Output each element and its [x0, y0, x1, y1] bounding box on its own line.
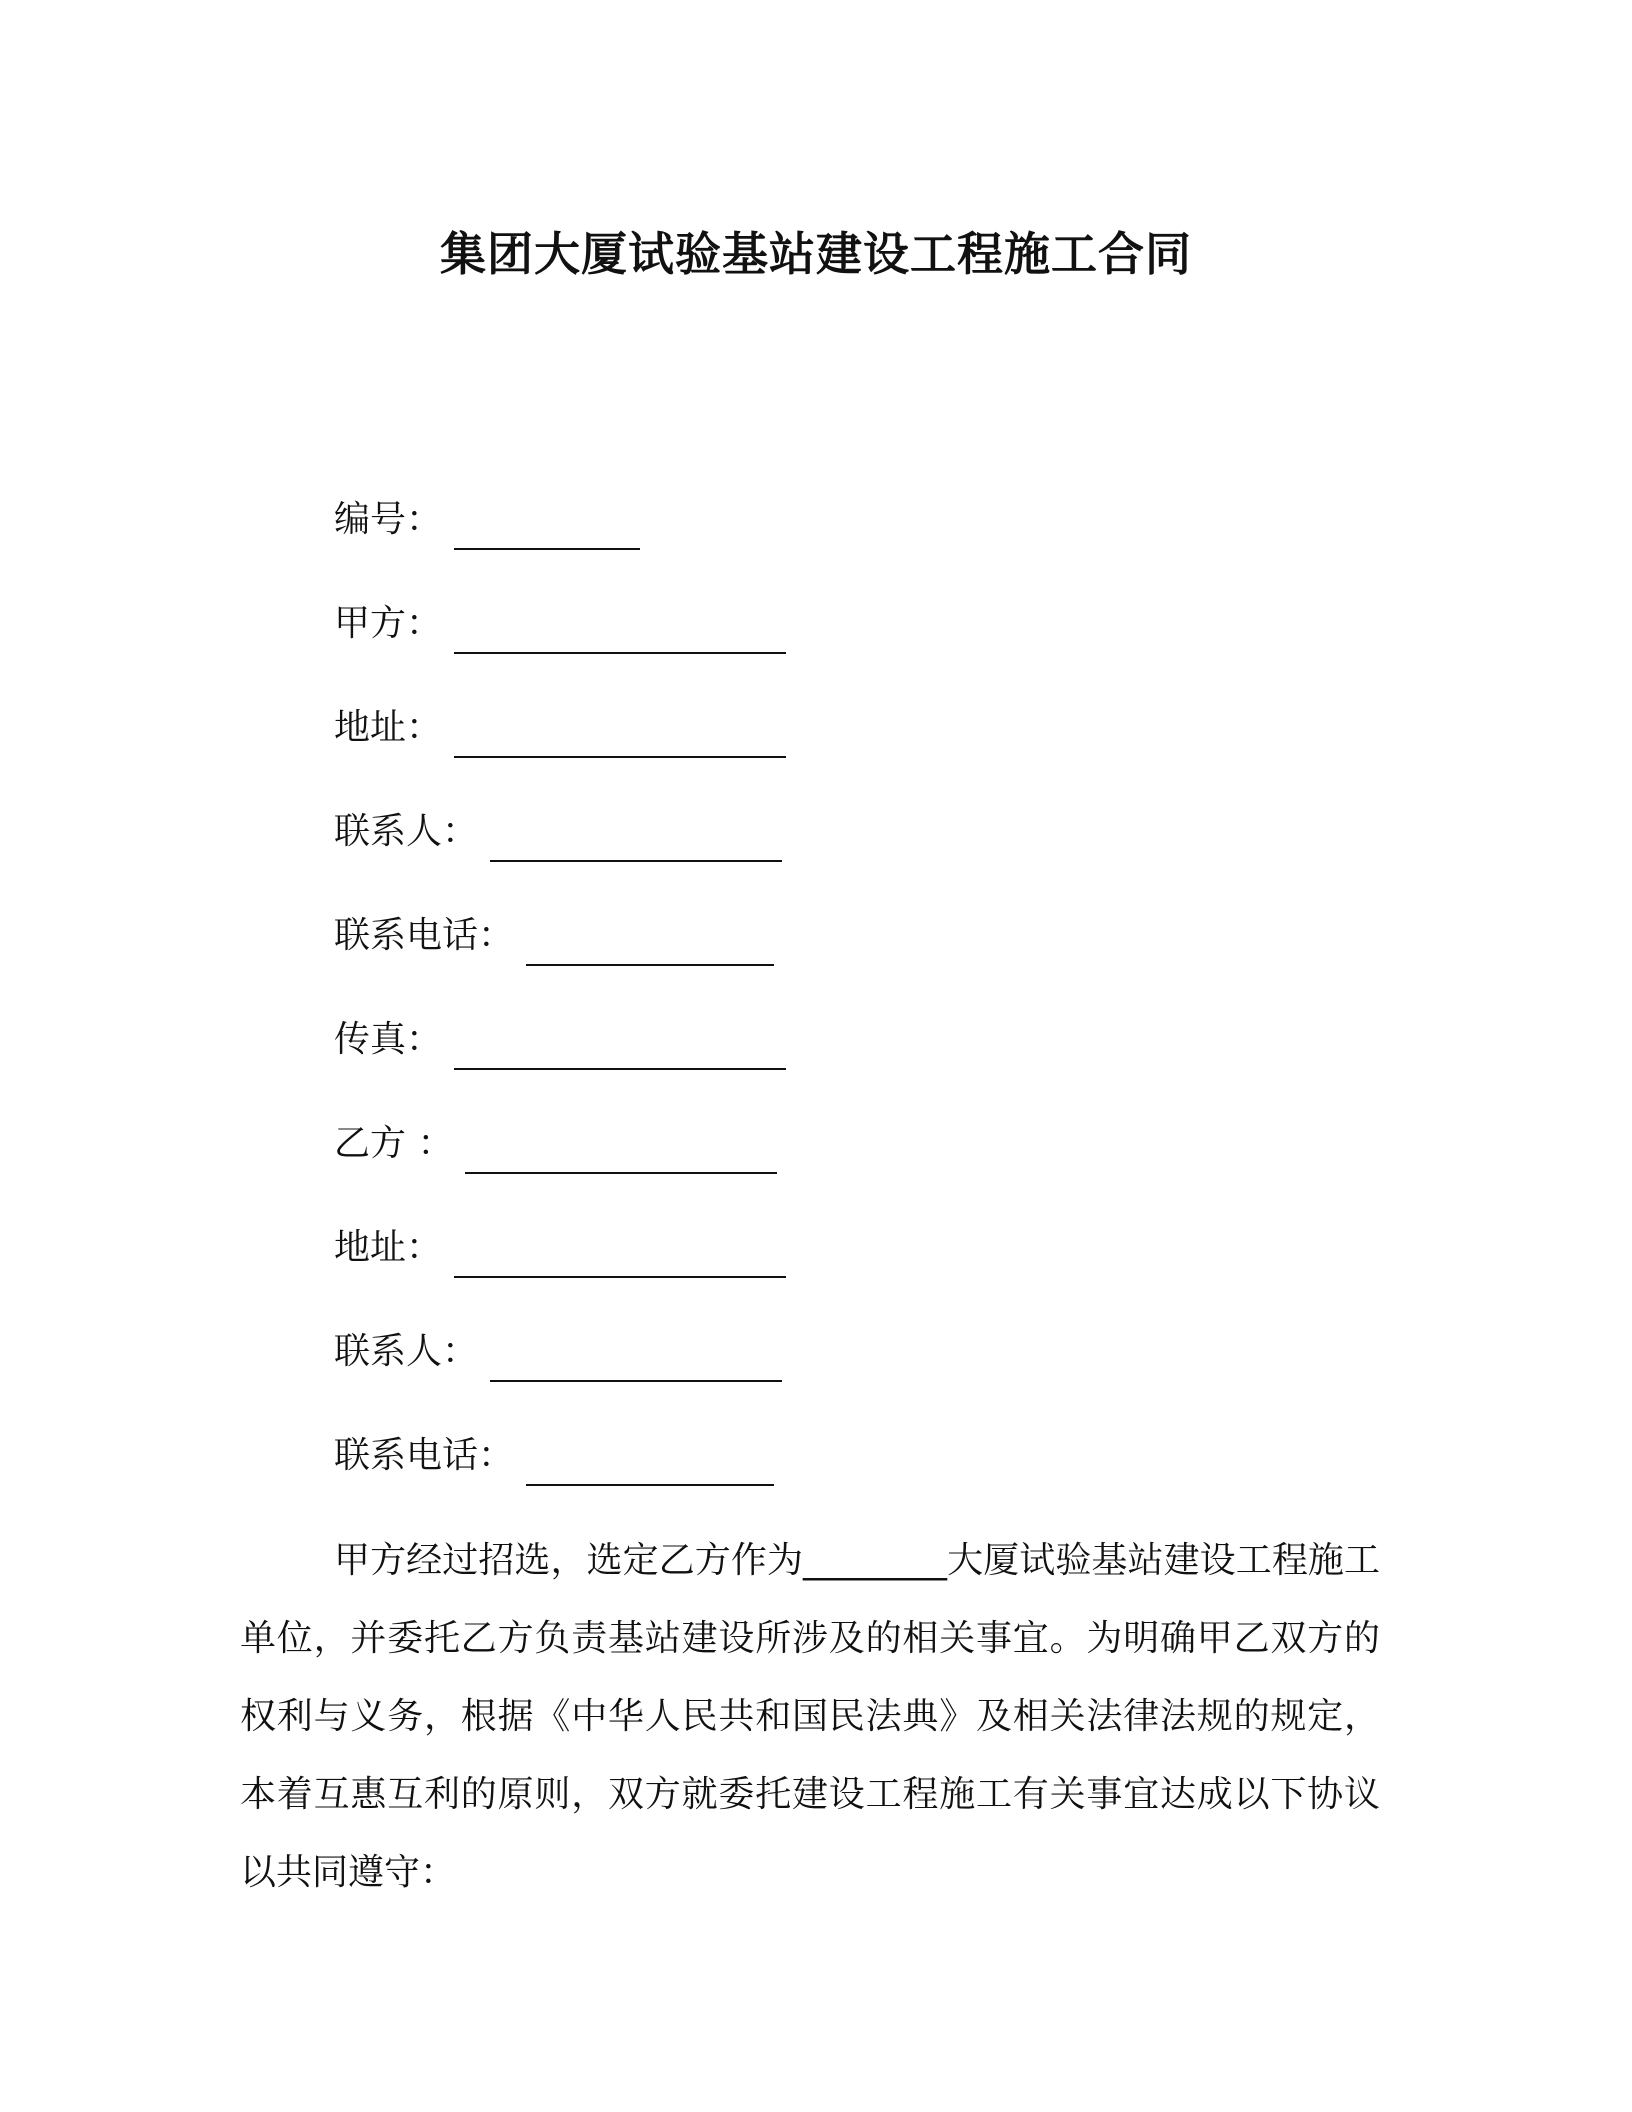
field-label: 编号： — [334, 499, 443, 540]
field-blank-line — [526, 920, 774, 966]
field-label: 地址： — [334, 707, 443, 748]
field-label: 联系人： — [334, 811, 479, 852]
document-title: 集团大厦试验基站建设工程施工合同 — [440, 227, 1192, 281]
field-contract-number — [334, 490, 640, 550]
field-label: 传真： — [334, 1019, 443, 1060]
field-party-b — [334, 1114, 777, 1174]
field-party-b-contact — [334, 1322, 782, 1382]
field-label: 联系人： — [334, 1331, 479, 1372]
field-party-a-contact — [334, 802, 782, 862]
field-blank-line — [526, 1440, 774, 1486]
field-party-a-address — [334, 698, 786, 758]
field-blank-line — [454, 1024, 786, 1070]
field-party-b-phone — [334, 1426, 774, 1486]
field-label: 联系电话： — [334, 915, 515, 956]
field-blank-line — [490, 816, 782, 862]
field-party-a-phone — [334, 906, 774, 966]
field-party-a-fax — [334, 1010, 786, 1070]
field-blank-line — [490, 1336, 782, 1382]
field-blank-line — [454, 1232, 786, 1278]
field-party-b-address — [334, 1218, 786, 1278]
field-label: 联系电话： — [334, 1435, 515, 1476]
field-blank-line — [454, 504, 640, 550]
field-label: 地址： — [334, 1227, 443, 1268]
field-party-a — [334, 594, 786, 654]
field-blank-line — [465, 1128, 777, 1174]
field-label: 甲方： — [334, 603, 443, 644]
field-blank-line — [454, 608, 786, 654]
field-blank-line — [454, 712, 786, 758]
field-label: 乙方 ： — [334, 1123, 454, 1164]
intro-paragraph: 甲方经过招选，选定乙方作为________大厦试验基站建设工程施工单位，并委托乙方负责基站建设所涉及的相关事宜。为明确甲乙双方的权利与义务，根据《中华人民共和国民法典》及相关法律法规的规定，本着互惠互利的原则，双方就委托建设工程施工有关事宜达成以下协议以共同遵守： — [240, 1540, 1380, 1893]
